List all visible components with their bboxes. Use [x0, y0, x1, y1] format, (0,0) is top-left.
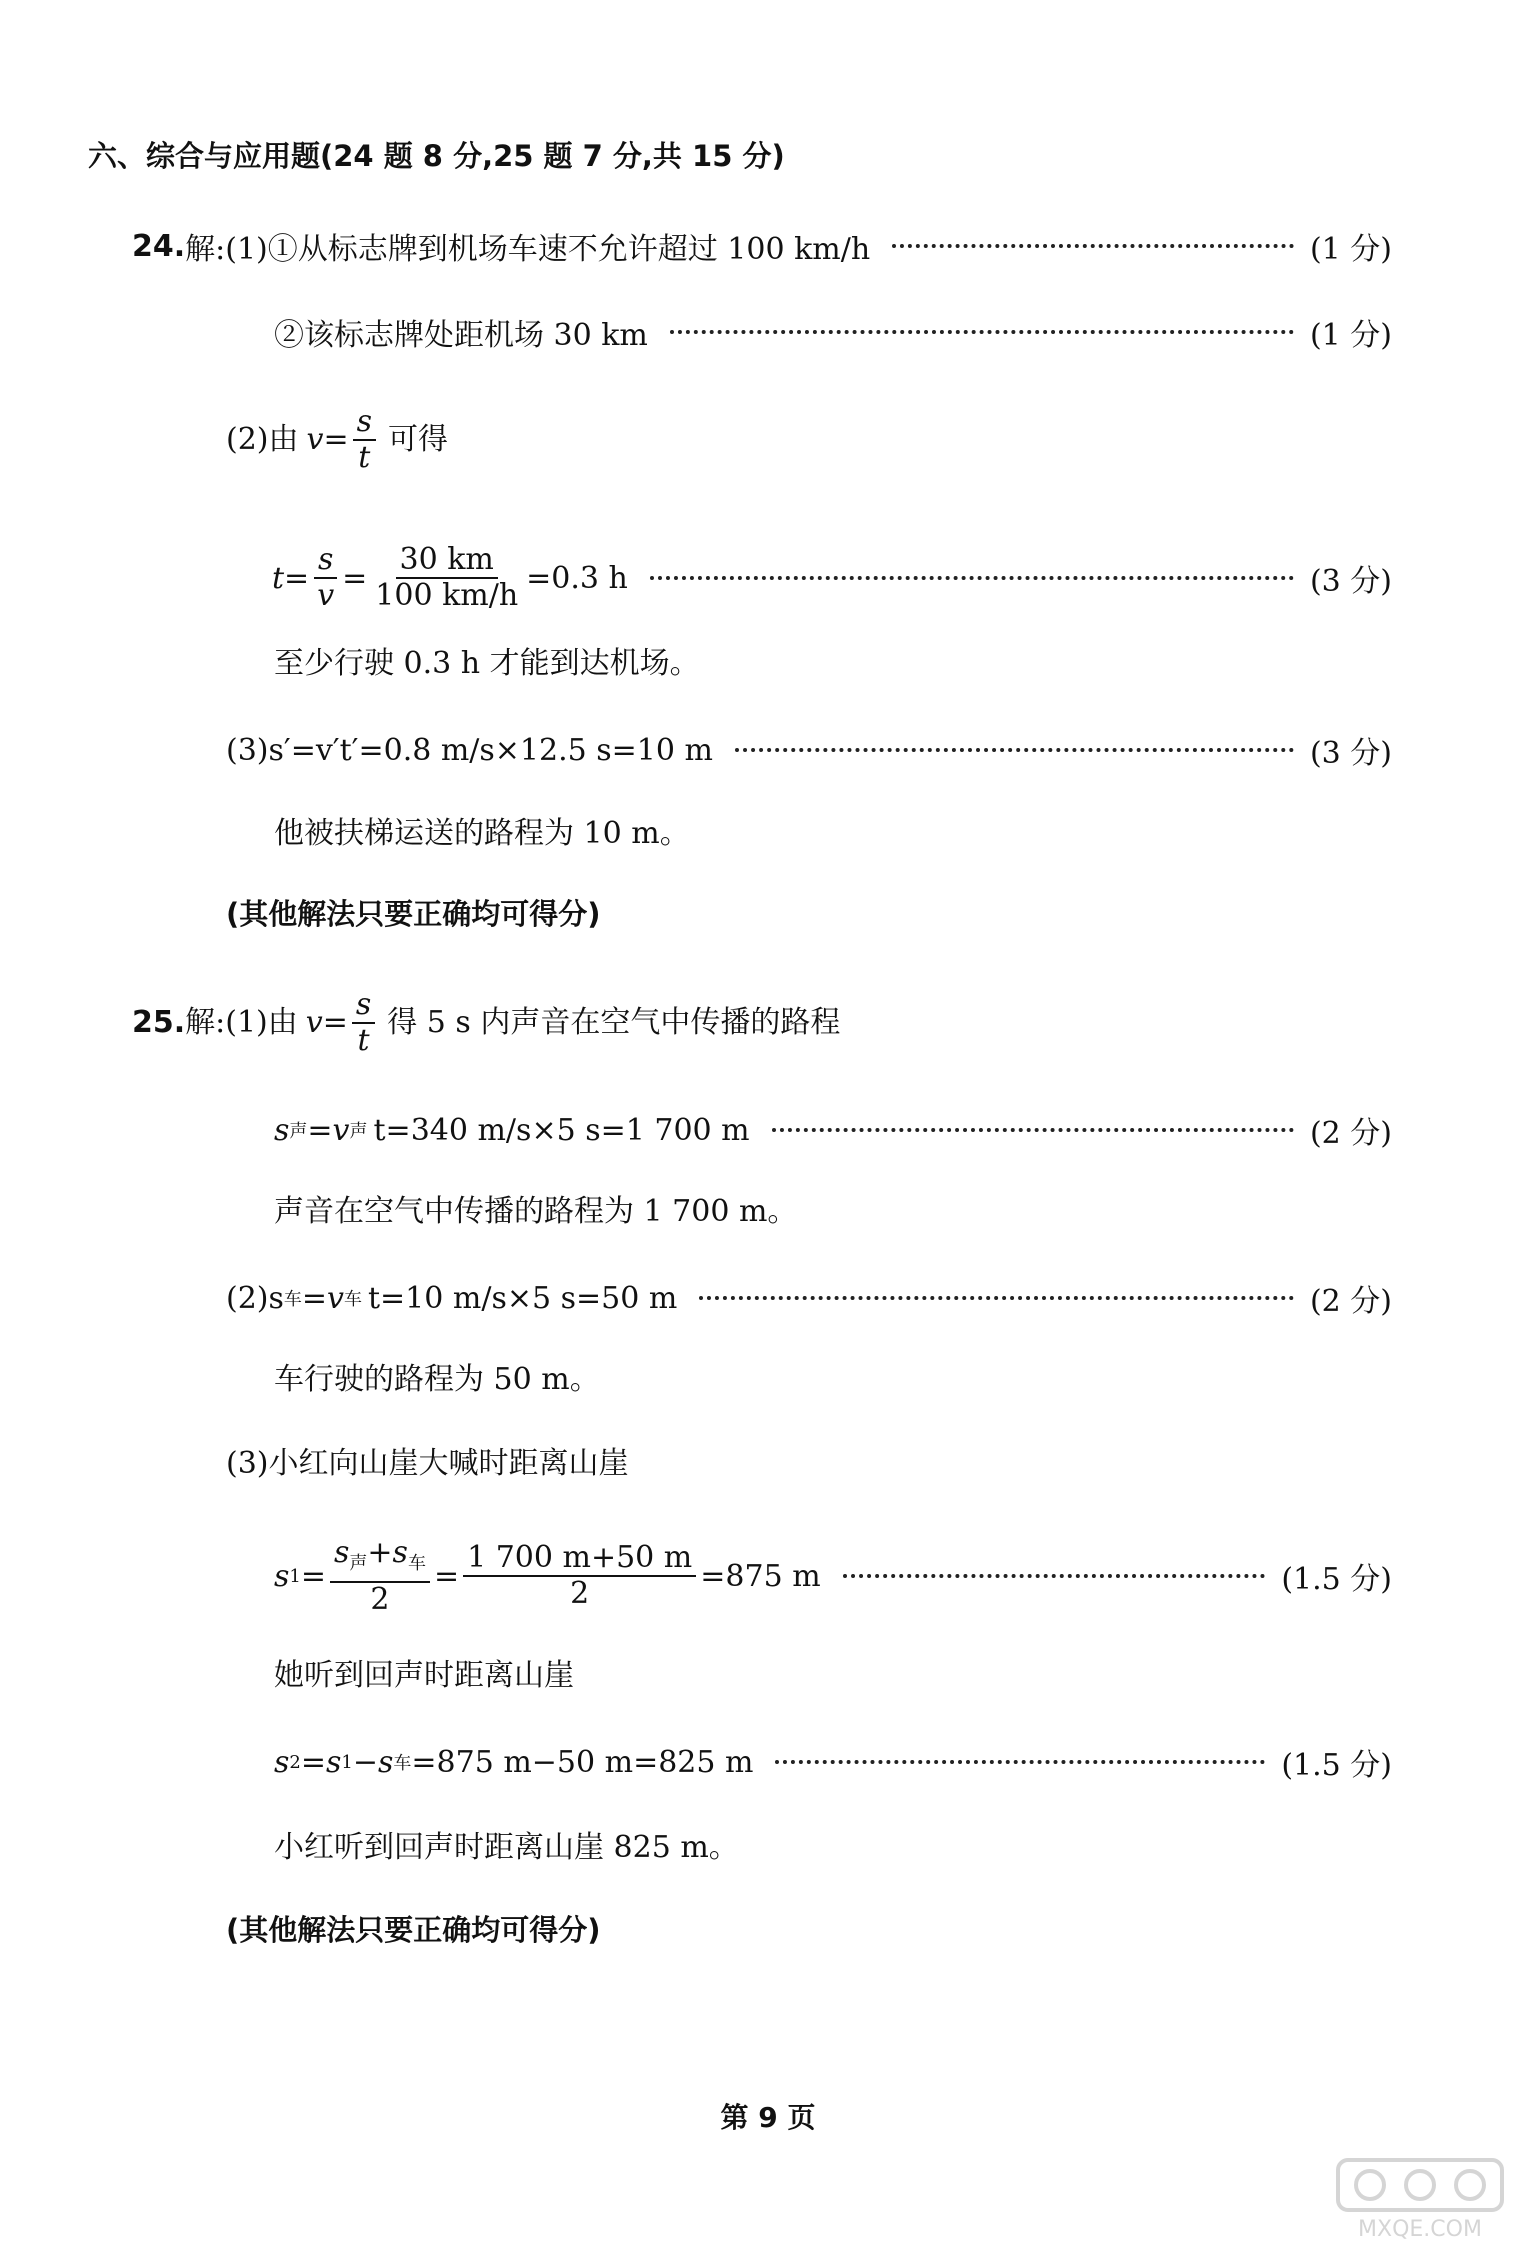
fraction-distance-over-speed: $\frac{30 km}{100 km/h}$	[375, 542, 519, 613]
q25-part1-conclusion: 声音在空气中传播的路程为 1 700 m。	[274, 1194, 798, 1229]
dotted-leader	[775, 1760, 1265, 1764]
q25-note: (其他解法只要正确均可得分)	[226, 1913, 601, 1947]
q25-number: 25.	[132, 1005, 186, 1040]
q24-part2-score: (3 分)	[1309, 564, 1392, 599]
q25-part3-label: (3)小红向山崖大喊时距离山崖	[226, 1446, 629, 1481]
q24-part2-suffix: 可得	[388, 422, 448, 457]
page-number: 第 9 页	[720, 2101, 816, 2134]
q24-part3-score: (3 分)	[1309, 736, 1392, 771]
dotted-leader	[699, 1296, 1294, 1300]
dotted-leader	[843, 1574, 1266, 1578]
q24-part2-conclusion: 至少行驶 0.3 h 才能到达机场。	[274, 646, 700, 681]
q24-part2-formula	[226, 405, 448, 475]
q25-prefix: 解:(1)由	[185, 1005, 298, 1040]
q25-part1-suffix: 得 5 s 内声音在空气中传播的路程	[387, 1005, 841, 1040]
q24-part1-b	[274, 310, 1392, 354]
svg-text:MXQE.COM: MXQE.COM	[1358, 2217, 1482, 2242]
q24-part1-a-text: ①从标志牌到机场车速不允许超过 100 km/h	[267, 232, 871, 267]
fraction-sum-over-two: $\frac{s_声+s_车}{2}$	[330, 1536, 430, 1617]
dotted-leader	[772, 1128, 1294, 1132]
q24-part1-b-score: (1 分)	[1309, 318, 1392, 353]
q24-part1-a	[132, 224, 1392, 268]
q24-part2-label: (2)由	[226, 422, 299, 457]
q24-part3-conclusion: 他被扶梯运送的路程为 10 m。	[274, 816, 690, 851]
q24-number: 24.	[132, 228, 186, 264]
q25-part1-formula: 25. 解:(1)由 v= $\frac{s}{t}$ 得 5 s 内声音在空气中传播的路程	[132, 987, 841, 1058]
q24-part1-b-text: ②该标志牌处距机场 30 km	[274, 318, 648, 353]
dotted-leader	[650, 576, 1294, 580]
q25-part3-s2: s 2 =s 1 −s 车 =875 m−50 m=825 m (1.5 分)	[274, 1740, 1392, 1784]
fraction-values-over-two: $\frac{1 700 m+50 m}{2}$	[463, 1541, 696, 1611]
q24-note: (其他解法只要正确均可得分)	[226, 897, 601, 931]
section-title: 六、综合与应用题(24 题 8 分,25 题 7 分,共 15 分)	[88, 139, 785, 173]
dotted-leader	[735, 748, 1294, 752]
q25-part2-score: (2 分)	[1309, 1284, 1392, 1319]
q25-part3-score: (1.5 分)	[1281, 1562, 1392, 1597]
fraction-s-over-t: $\frac{s}{t}$	[353, 405, 376, 475]
q24-prefix: 解:(1)	[185, 232, 268, 267]
dotted-leader	[892, 244, 1294, 248]
q25-part1-calc: s 声 =v 声 t=340 m/s×5 s=1 700 m (2 分)	[274, 1108, 1392, 1152]
q25-part2: (2)s 车 =v 车 t=10 m/s×5 s=50 m (2 分)	[226, 1276, 1392, 1320]
q25-part1-score: (2 分)	[1309, 1116, 1392, 1151]
q25-part3-conclusion: 小红听到回声时距离山崖 825 m。	[274, 1830, 739, 1865]
q25-part3-mid: 她听到回声时距离山崖	[274, 1658, 574, 1693]
formula-lhs: v=	[306, 422, 349, 457]
dotted-leader	[670, 330, 1294, 334]
watermark-logo	[1330, 2156, 1510, 2244]
fraction-s-over-t: $\frac{s}{t}$	[352, 988, 375, 1058]
q24-part2-calc: t= $\frac{s}{v}$ = $\frac{30 km}{100 km/h}$ =0.3 h (3 分)	[272, 542, 1392, 613]
q24-part1-a-score: (1 分)	[1309, 232, 1392, 267]
q25-part3-s2-score: (1.5 分)	[1281, 1748, 1392, 1783]
q25-part2-conclusion: 车行驶的路程为 50 m。	[274, 1362, 600, 1397]
q24-part3	[226, 728, 1392, 772]
q24-part3-text: (3)s′=v′t′=0.8 m/s×12.5 s=10 m	[226, 732, 713, 768]
fraction-s-over-v: $\frac{s}{v}$	[313, 543, 338, 613]
q25-part3-calc: s 1 = $\frac{s_声+s_车}{2}$ = $\frac{1 700 m+50 m}{2}$ =875 m (1.5 分)	[274, 1534, 1392, 1617]
